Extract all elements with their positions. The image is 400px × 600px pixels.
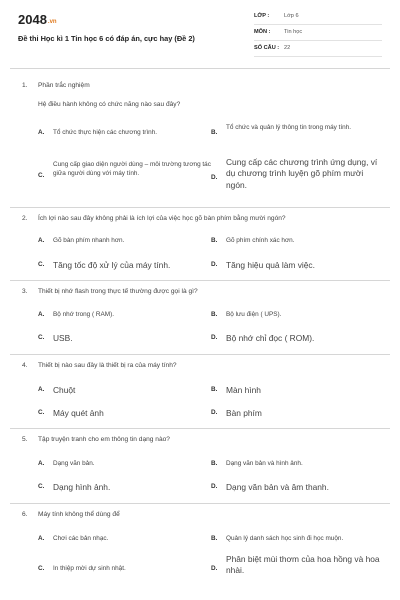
meta-key: MÔN : [254,29,271,35]
exam-title: Đề thi Học kì 1 Tin học 6 có đáp án, cực hay (Đề 2) [18,34,195,43]
meta-value: 22 [284,45,291,51]
question-divider [10,503,390,504]
meta-value: Tin học [284,29,303,35]
meta-subject [254,26,382,41]
question-4-text: 4. Thiết bị nào sau đây là thiết bị ra của máy tính? [22,362,177,369]
meta-class [254,10,382,25]
meta-value: Lớp 6 [284,13,299,19]
question-divider [10,207,390,208]
question-divider [10,428,390,429]
section-title: 1. Phần trắc nghiệm [22,82,90,89]
question-6-text: 6. Máy tính không thể dùng để [22,511,120,518]
header-divider [10,68,390,69]
site-logo[interactable] [18,12,57,27]
meta-key: SỐ CÂU : [254,45,280,51]
question-divider [10,280,390,281]
question-1-text: Hệ điều hành không có chức năng nào sau đây? [38,101,181,108]
logo-suffix: .vn [47,19,57,25]
question-divider [10,354,390,355]
question-2-text: 2. Ích lợi nào sau đây không phải là ích lợi của việc học gõ bàn phím bằng mười ngón? [22,215,286,222]
question-3-text: 3. Thiết bị nhớ flash trong thực tế thường được gọi là gì? [22,288,198,295]
meta-key: LỚP : [254,13,270,19]
exam-page: 2048.vn Đề thi Học kì 1 Tin học 6 có đáp án, cực hay (Đề 2) LỚP : Lớp 6 MÔN : Tin học SỐ CÂU : 22 1. Phần trắc nghiệm Hệ điều hành không có chức năng nào sau đây? A. Tổ chức thực hiện các chương trình. B. Tổ chức và quản lý thông tin trong máy tính. C. Cung cấp giao diện người dùng – môi trường tương tác giữa người dùng với máy tính. D. Cung cấp các chương trình ứng dụng, ví dụ chương trình luyện gõ phím mười ngón. 2. Ích lợi nào sau đây không phải là ích lợi của việc học gõ bàn phím bằng mười ngón? A. Gõ bàn phím nhanh hơn. B. Gõ phím chính xác hơn. C. Tăng tốc độ xử lý của máy tính. D. Tăng hiệu quả làm việc. 3. Thiết bị nhớ flash trong thực tế thường được gọi là gì? A. Bộ nhớ trong ( RAM). B. Bộ lưu điện ( UPS). C. USB. D. Bộ nhớ chỉ đọc ( ROM). 4. Thiết bị nào sau đây là thiết bị ra của máy tính? A. Chuột B. Màn hình C. Máy quét ảnh D. Bàn phím 5. Tập truyện tranh cho em thông tin dạng nào? A. Dạng văn bản. B. Dạng văn bản và hình ảnh. C. Dạng hình ảnh. D. Dạng văn bản và âm thanh. 6. Máy tính không thể dùng để A. Chơi các bản nhạc. B. Quản lý danh sách học sinh đi học muộn. C. In thiệp mời dự sinh nhật. D. Phân biệt mùi thơm của hoa hồng và hoa nhài. [0,0,400,600]
exam-header [0,0,400,68]
question-5-text: 5. Tập truyện tranh cho em thông tin dạng nào? [22,436,170,443]
meta-question-count [254,42,382,57]
logo-text: 2048 [18,12,47,27]
